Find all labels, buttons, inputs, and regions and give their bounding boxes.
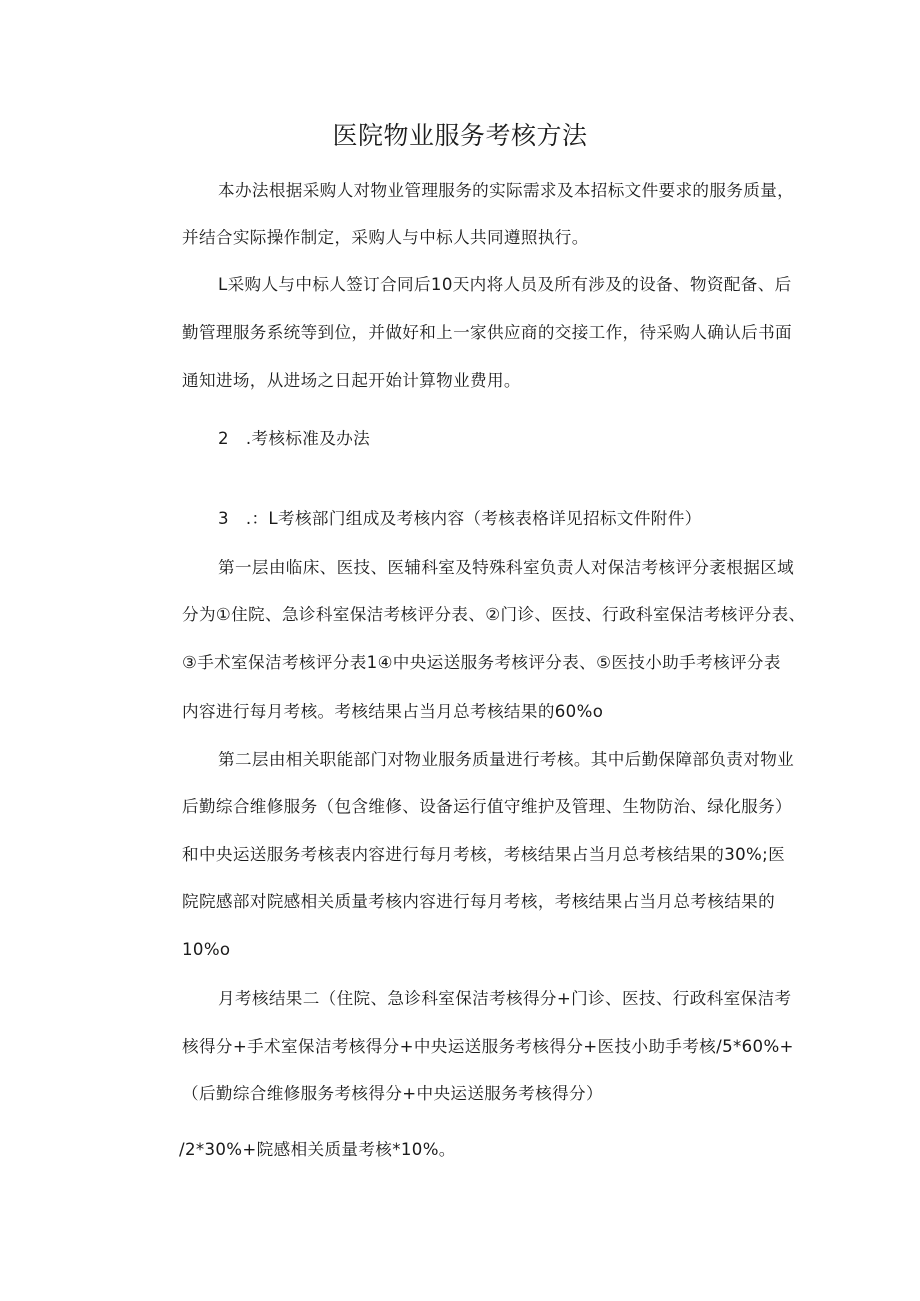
text-line: 院院感部对院感相关质量考核内容进行每月考核，考核结果占当月总考核结果的: [182, 892, 776, 911]
text-line: 第一层由临床、医技、医辅科室及特殊科室负责人对保洁考核评分袤根据区域: [218, 558, 795, 577]
text-line: 第二层由相关职能部门对物业服务质量进行考核。其中后勤保障部负责对物业: [218, 750, 795, 769]
text-line: 并结合实际操作制定，采购人与中标人共同遵照执行。: [182, 228, 589, 247]
text-line: 本办法根据采购人对物业管理服务的实际需求及本招标文件要求的服务质量，: [218, 181, 795, 200]
text-line: 分为①住院、急诊科室保洁考核评分表、②门诊、医技、行政科室保洁考核评分表、: [182, 605, 806, 624]
text-line: 核得分+手术室保洁考核得分+中央运送服务考核得分+医技小助手考核/5*60%+: [182, 1037, 794, 1056]
text-line: 后勤综合维修服务（包含维修、设备运行值守维护及管理、生物防治、绿化服务）: [182, 797, 792, 816]
section-heading: 2 .考核标准及办法: [218, 429, 371, 448]
text-line: L采购人与中标人签订合同后10天内将人员及所有涉及的设备、物资配备、后: [218, 275, 792, 294]
text-line: 勤管理服务系统等到位，并做好和上一家供应商的交接工作，待采购人确认后书面: [182, 323, 792, 342]
text-line: 和中央运送服务考核表内容进行每月考核，考核结果占当月总考核结果的30%;医: [182, 845, 786, 864]
text-line: 内容进行每月考核。考核结果占当月总考核结果的60%o: [182, 702, 604, 721]
text-line: /2*30%+院感相关质量考核*10%。: [179, 1140, 456, 1159]
page-title: 医院物业服务考核方法: [332, 121, 588, 150]
text-line: （后勤综合维修服务考核得分+中央运送服务考核得分）: [182, 1084, 603, 1103]
text-line: 通知进场，从进场之日起开始计算物业费用。: [182, 371, 521, 390]
text-line: 10%o: [182, 940, 231, 959]
section-heading: 3 .：L考核部门组成及考核内容（考核表格详见招标文件附件）: [218, 509, 702, 528]
text-line: ③手术室保洁考核评分表1④中央运送服务考核评分表、⑤医技小助手考核评分表: [182, 653, 781, 672]
text-line: 月考核结果二（住院、急诊科室保洁考核得分+门诊、医技、行政科室保洁考: [218, 989, 792, 1008]
